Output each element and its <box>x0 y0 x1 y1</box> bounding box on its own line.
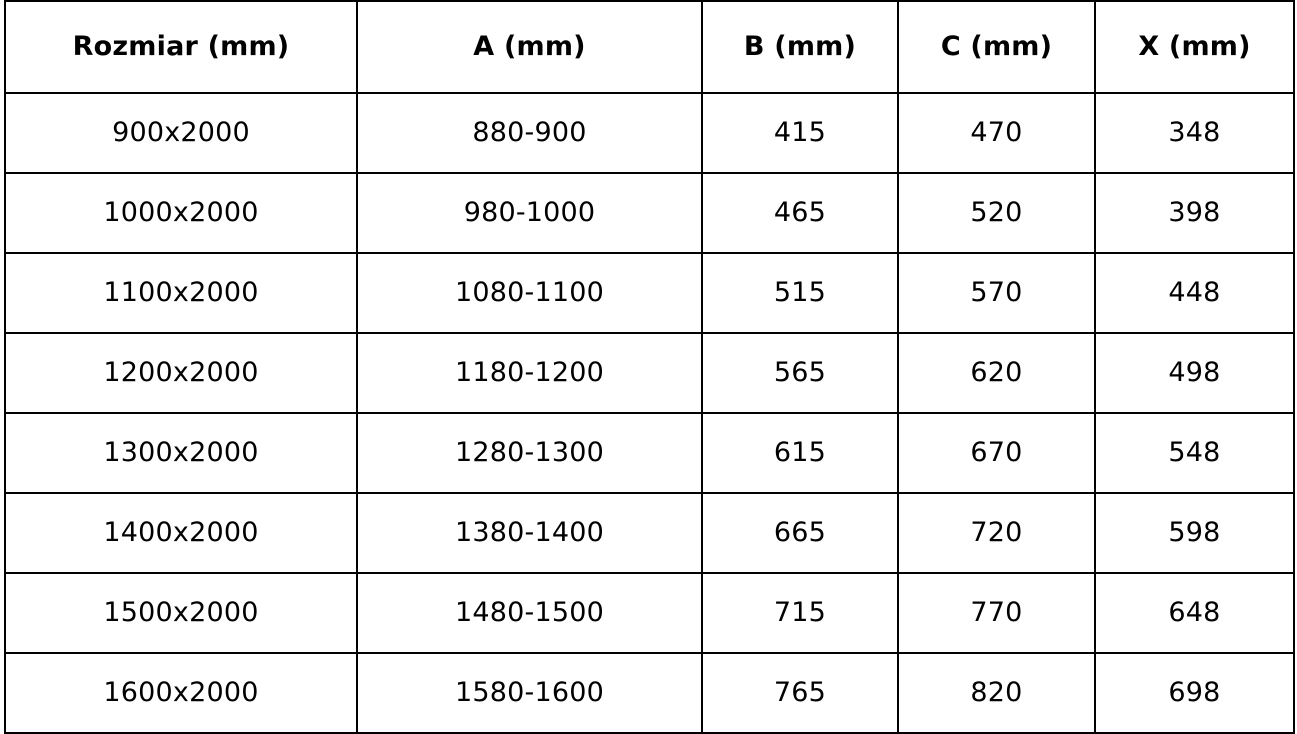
cell-b: 615 <box>702 413 898 493</box>
cell-size: 1300x2000 <box>5 413 357 493</box>
cell-size: 1400x2000 <box>5 493 357 573</box>
cell-b: 415 <box>702 93 898 173</box>
table-row <box>5 573 1294 653</box>
cell-x: 448 <box>1095 253 1294 333</box>
cell-size: 1000x2000 <box>5 173 357 253</box>
cell-b: 765 <box>702 653 898 733</box>
table-row <box>5 333 1294 413</box>
cell-size: 1100x2000 <box>5 253 357 333</box>
cell-a: 880-900 <box>357 93 702 173</box>
cell-a: 1280-1300 <box>357 413 702 493</box>
cell-a: 1180-1200 <box>357 333 702 413</box>
column-header-x: X (mm) <box>1095 1 1294 93</box>
cell-size: 1500x2000 <box>5 573 357 653</box>
cell-a: 1380-1400 <box>357 493 702 573</box>
dimensions-table <box>4 0 1295 734</box>
cell-b: 665 <box>702 493 898 573</box>
cell-x: 398 <box>1095 173 1294 253</box>
cell-x: 498 <box>1095 333 1294 413</box>
column-header-b: B (mm) <box>702 1 898 93</box>
table-body <box>5 93 1294 733</box>
cell-x: 598 <box>1095 493 1294 573</box>
table-header-row <box>5 1 1294 93</box>
cell-size: 1600x2000 <box>5 653 357 733</box>
cell-c: 570 <box>898 253 1095 333</box>
cell-c: 770 <box>898 573 1095 653</box>
cell-c: 670 <box>898 413 1095 493</box>
cell-size: 1200x2000 <box>5 333 357 413</box>
cell-c: 820 <box>898 653 1095 733</box>
cell-size: 900x2000 <box>5 93 357 173</box>
column-header-size: Rozmiar (mm) <box>5 1 357 93</box>
cell-a: 980-1000 <box>357 173 702 253</box>
cell-c: 720 <box>898 493 1095 573</box>
cell-b: 715 <box>702 573 898 653</box>
table-row <box>5 413 1294 493</box>
cell-a: 1580-1600 <box>357 653 702 733</box>
cell-x: 698 <box>1095 653 1294 733</box>
table-row <box>5 173 1294 253</box>
table-row <box>5 253 1294 333</box>
cell-c: 520 <box>898 173 1095 253</box>
table-row <box>5 93 1294 173</box>
cell-b: 465 <box>702 173 898 253</box>
column-header-a: A (mm) <box>357 1 702 93</box>
cell-a: 1480-1500 <box>357 573 702 653</box>
cell-x: 348 <box>1095 93 1294 173</box>
table-row <box>5 653 1294 733</box>
cell-a: 1080-1100 <box>357 253 702 333</box>
cell-b: 515 <box>702 253 898 333</box>
cell-c: 620 <box>898 333 1095 413</box>
table-row <box>5 493 1294 573</box>
column-header-c: C (mm) <box>898 1 1095 93</box>
table-header <box>5 1 1294 93</box>
cell-b: 565 <box>702 333 898 413</box>
cell-x: 648 <box>1095 573 1294 653</box>
cell-x: 548 <box>1095 413 1294 493</box>
cell-c: 470 <box>898 93 1095 173</box>
